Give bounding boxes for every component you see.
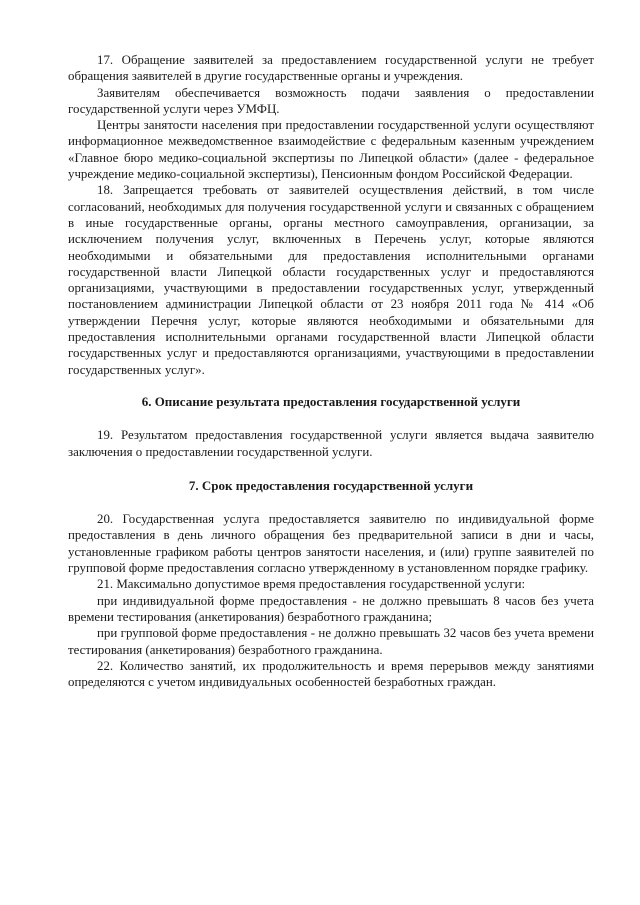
paragraph-22: 22. Количество занятий, их продолжительность и время перерывов между занятиями определяются с учетом индивидуальных особенностей безработных граждан. xyxy=(68,658,594,690)
paragraph-17: 17. Обращение заявителей за предоставлением государственной услуги не требует обращения заявителей в другие государственные органы и учреждения. xyxy=(68,53,594,84)
paragraph-17-umfc: Заявителям обеспечивается возможность подачи заявления о предоставлении государственной услуги через УМФЦ. xyxy=(68,85,594,116)
section-heading-7: 7. Срок предоставления государственной услуги xyxy=(188,477,474,493)
paragraph-19: 19. Результатом предоставления государственной услуги является выдача заявителю заключения о предоставлении государственной услуги. xyxy=(68,428,594,459)
paragraph-21: 21. Максимально допустимое время предоставления государственной услуги: xyxy=(97,577,526,592)
paragraph-20: 20. Государственная услуга предоставляется заявителю по индивидуальной форме предоставления в день личного обращения без предварительной записи в дни и часы, установленные графиком работы центров занятости населения, и (или) группе заявителей по групповой форме предоставления согласно утвержденному в установленном порядке графику. xyxy=(68,512,594,576)
section-heading-6: 6. Описание результата предоставления государственной услуги xyxy=(141,393,521,409)
paragraph-21-individual: при индивидуальной форме предоставления - не должно превышать 8 часов без учета времени тестирования (анкетирования) безработного гражданина; xyxy=(68,593,594,624)
paragraph-17-interaction: Центры занятости населения при предоставлении государственной услуги осуществляют информационное межведомственное взаимодействие с федеральным казенным учреждением «Главное бюро медико-социальной экспертизы по Липецкой области» (далее - федеральное учреждение медико-социальной экспертизы), Пенсионным фондом Российской Федерации. xyxy=(68,118,594,182)
paragraph-21-group: при групповой форме предоставления - не должно превышать 32 часов без учета времени тестирования (анкетирования) безработного гражданина. xyxy=(68,626,594,657)
document-page xyxy=(68,52,594,690)
paragraph-18: 18. Запрещается требовать от заявителей осуществления действий, в том числе согласований, необходимых для получения государственной услуги и связанных с обращением в иные государственные органы, органы местного самоуправления, организации, за исключением получения услуг, включенных в Перечень услуг, которые являются необходимыми и обязательными для предоставления исполнительными органами государственной власти Липецкой области государственных услуг и предоставляются организациями, участвующими в предоставлении государственных услуг, утвержденный постановлением администрации Липецкой области от 23 ноября 2011 года № 414 «Об утверждении Перечня услуг, которые являются необходимыми и обязательными для предоставления исполнительными органами государственной власти Липецкой области государственных услуг и предоставляются организациями, участвующими в предоставлении государственных услуг». xyxy=(68,183,594,377)
